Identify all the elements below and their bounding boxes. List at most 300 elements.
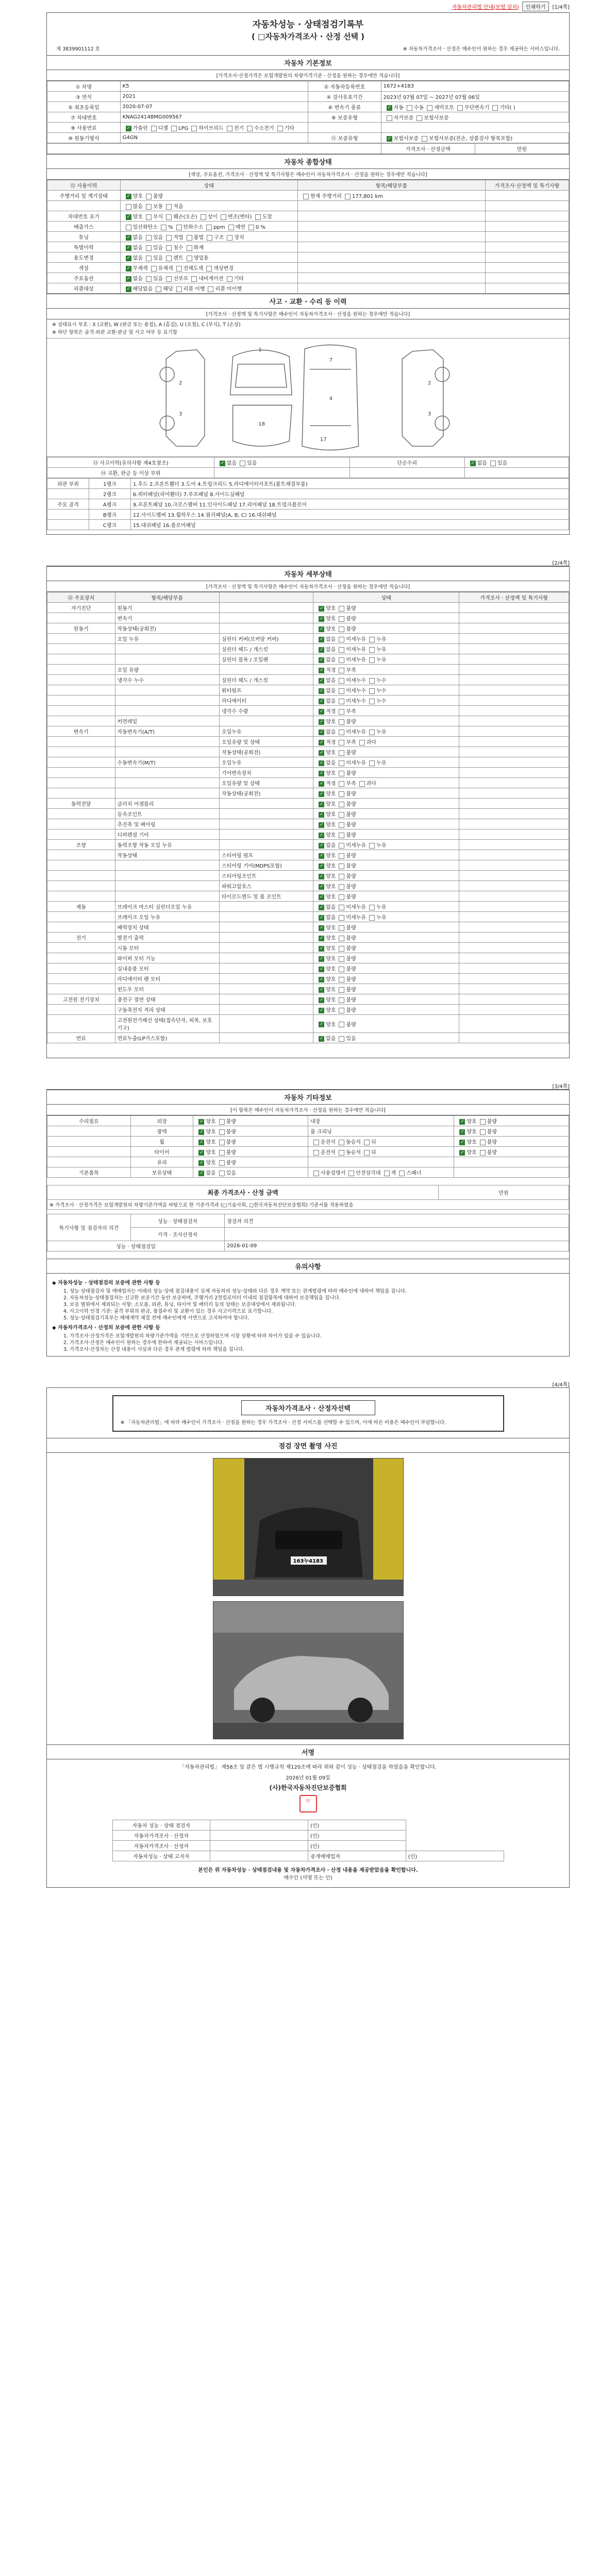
checkbox[interactable] xyxy=(191,276,197,282)
checkbox[interactable] xyxy=(255,214,261,220)
checkbox[interactable] xyxy=(339,1150,344,1156)
detail-row-cell xyxy=(47,706,115,716)
checkbox[interactable] xyxy=(219,1171,225,1176)
state-row-cell xyxy=(486,283,569,294)
checkbox[interactable] xyxy=(198,1171,204,1176)
checkbox[interactable] xyxy=(146,256,152,261)
checkbox[interactable] xyxy=(369,730,375,735)
checkbox[interactable] xyxy=(126,266,131,272)
other-row xyxy=(47,1157,569,1167)
signer-row-cell: 중개매매업자 xyxy=(308,1851,406,1861)
state-row-cell xyxy=(486,201,569,211)
checkbox[interactable] xyxy=(369,915,375,921)
checkbox[interactable] xyxy=(319,1022,324,1027)
checkbox[interactable] xyxy=(146,235,152,241)
checkbox[interactable] xyxy=(319,843,324,849)
checkbox[interactable] xyxy=(161,225,167,230)
checkbox[interactable] xyxy=(319,781,324,787)
checkbox[interactable] xyxy=(126,256,131,261)
checkbox[interactable] xyxy=(369,678,375,684)
other-row-cell xyxy=(47,1157,131,1167)
checkbox[interactable] xyxy=(319,905,324,910)
checkbox[interactable] xyxy=(176,225,182,230)
checkbox[interactable] xyxy=(339,781,344,787)
checkbox[interactable] xyxy=(319,688,324,694)
state-row-cell xyxy=(297,222,485,232)
checkbox[interactable] xyxy=(339,699,344,704)
checkbox-label: 양호 xyxy=(467,1150,477,1156)
checkbox[interactable] xyxy=(387,115,392,121)
checkbox-label: 미세누유 xyxy=(346,760,367,766)
check-date-label: 성능 · 상태점검일 xyxy=(47,1241,225,1251)
checkbox[interactable] xyxy=(219,1129,225,1135)
checkbox[interactable] xyxy=(313,1171,319,1176)
detail-row-cell xyxy=(313,737,459,747)
checkbox[interactable] xyxy=(219,1150,225,1156)
checkbox[interactable] xyxy=(198,1150,204,1156)
checkbox[interactable] xyxy=(319,606,324,612)
state-row-cell: 차대번호 표기 xyxy=(47,211,121,222)
detail-row xyxy=(47,933,569,943)
checkbox[interactable] xyxy=(339,647,344,653)
checkbox[interactable] xyxy=(146,245,152,251)
checkbox[interactable] xyxy=(319,987,324,993)
checkbox[interactable] xyxy=(220,461,225,466)
checkbox[interactable] xyxy=(422,136,427,142)
checkbox[interactable] xyxy=(359,740,365,745)
checkbox-label: 양호 xyxy=(326,606,336,612)
checkbox[interactable] xyxy=(319,936,324,941)
checkbox[interactable] xyxy=(339,606,344,612)
doc-note: ※ 자동차가격조사 · 산정은 매수인이 원하는 경우 제공하는 서비스입니다. xyxy=(403,46,560,52)
checkbox-label: 미세누유 xyxy=(346,637,367,642)
checkbox[interactable] xyxy=(319,626,324,632)
detail-row-cell: 작동상태(공회전) xyxy=(115,623,219,634)
checkbox[interactable] xyxy=(339,977,344,982)
checkbox[interactable] xyxy=(480,1140,486,1145)
checkbox[interactable] xyxy=(126,204,131,210)
checkbox[interactable] xyxy=(146,276,152,282)
parts-row-cell: 외판 부위 xyxy=(47,479,89,489)
checkbox-label: 없음 xyxy=(132,235,143,241)
checkbox[interactable] xyxy=(126,245,131,251)
license-plate: 163누4183 xyxy=(293,1558,323,1564)
detail-row-cell: 등속조인트 xyxy=(115,809,219,819)
detail-row-cell xyxy=(459,716,569,726)
checkbox[interactable] xyxy=(126,214,131,220)
checkbox[interactable] xyxy=(319,915,324,921)
checkbox[interactable] xyxy=(387,136,392,142)
checkbox[interactable] xyxy=(198,1160,204,1166)
state-row-cell xyxy=(297,211,485,222)
checkbox[interactable] xyxy=(198,1140,204,1145)
checkbox[interactable] xyxy=(319,977,324,982)
signer-row xyxy=(112,1831,504,1841)
checkbox-label: 0 % xyxy=(255,225,265,230)
checkbox[interactable] xyxy=(151,126,157,131)
checkbox[interactable] xyxy=(219,1160,225,1166)
checkbox[interactable] xyxy=(339,668,344,673)
checkbox[interactable] xyxy=(399,1171,405,1176)
checkbox[interactable] xyxy=(228,225,234,230)
checkbox[interactable] xyxy=(319,853,324,859)
checkbox[interactable] xyxy=(319,668,324,673)
detail-row-cell: 작동상태(공회전) xyxy=(219,788,313,799)
checkbox[interactable] xyxy=(187,245,192,251)
checkbox[interactable] xyxy=(359,781,365,787)
signer-row-cell: (인) xyxy=(308,1831,406,1841)
checkbox[interactable] xyxy=(339,730,344,735)
checkbox[interactable] xyxy=(339,1008,344,1013)
checkbox[interactable] xyxy=(339,1140,344,1145)
checkbox[interactable] xyxy=(339,894,344,900)
checkbox[interactable] xyxy=(206,225,212,230)
checkbox-label: 불량 xyxy=(346,833,356,838)
checkbox[interactable] xyxy=(339,833,344,838)
checkbox[interactable] xyxy=(319,1008,324,1013)
checkbox[interactable] xyxy=(339,637,344,642)
checkbox[interactable] xyxy=(319,637,324,642)
detail-row-cell xyxy=(313,788,459,799)
checkbox[interactable] xyxy=(339,905,344,910)
checkbox[interactable] xyxy=(156,286,161,292)
checkbox[interactable] xyxy=(313,1150,319,1156)
page-3 xyxy=(46,1089,570,1357)
checkbox[interactable] xyxy=(369,699,375,704)
checkbox[interactable] xyxy=(201,214,206,220)
checkbox[interactable] xyxy=(166,256,172,261)
detail-row xyxy=(47,850,569,860)
checkbox[interactable] xyxy=(319,616,324,622)
checkbox[interactable] xyxy=(221,214,226,220)
checkbox-label: 불량 xyxy=(346,1022,356,1028)
checkbox[interactable] xyxy=(339,760,344,766)
detail-row xyxy=(47,922,569,933)
checkbox[interactable] xyxy=(457,105,463,111)
checkbox[interactable] xyxy=(339,822,344,828)
checkbox[interactable] xyxy=(339,657,344,663)
checkbox[interactable] xyxy=(166,276,172,282)
detail-row-cell xyxy=(115,737,219,747)
detail-row-cell xyxy=(313,654,459,665)
checkbox[interactable] xyxy=(247,126,253,131)
checkbox[interactable] xyxy=(319,740,324,745)
car-diagram-svg xyxy=(47,338,569,456)
checkbox-label: 가솔린 xyxy=(132,126,148,131)
checkbox[interactable] xyxy=(166,245,172,251)
checkbox[interactable] xyxy=(339,997,344,1003)
checkbox[interactable] xyxy=(319,956,324,962)
basic-row xyxy=(47,133,569,143)
detail-row-cell xyxy=(47,716,115,726)
checkbox[interactable] xyxy=(339,843,344,849)
checkbox-label: 없음 xyxy=(132,245,143,251)
state-row xyxy=(47,273,569,283)
checkbox[interactable] xyxy=(187,235,192,241)
checkbox[interactable] xyxy=(339,791,344,797)
checkbox[interactable] xyxy=(339,740,344,745)
checkbox-label: 양호 xyxy=(326,616,336,622)
checkbox[interactable] xyxy=(319,760,324,766)
basic-row-cell xyxy=(381,112,569,123)
detail-row-cell xyxy=(313,757,459,768)
checkbox[interactable] xyxy=(339,709,344,715)
checkbox[interactable] xyxy=(339,967,344,972)
checkbox[interactable] xyxy=(176,286,182,292)
accident-title: 사고 · 교환 · 수리 등 이력 xyxy=(47,294,569,309)
checkbox[interactable] xyxy=(369,843,375,849)
parts-table xyxy=(47,478,569,530)
signer-row-cell xyxy=(210,1820,308,1831)
other-table xyxy=(47,1115,569,1178)
checkbox[interactable] xyxy=(319,874,324,879)
detail-row-cell: 디퍼렌셜 기어 xyxy=(115,829,219,840)
checkbox[interactable] xyxy=(339,1036,344,1042)
checkbox[interactable] xyxy=(198,1119,204,1125)
checkbox[interactable] xyxy=(369,905,375,910)
checkbox[interactable] xyxy=(345,194,351,199)
checkbox[interactable] xyxy=(319,730,324,735)
checkbox[interactable] xyxy=(459,1119,465,1125)
checkbox[interactable] xyxy=(126,276,131,282)
checkbox[interactable] xyxy=(339,956,344,962)
checkbox[interactable] xyxy=(407,105,412,111)
checkbox[interactable] xyxy=(227,126,232,131)
checkbox[interactable] xyxy=(313,1140,319,1145)
checkbox-label: 뒤 xyxy=(371,1140,376,1145)
state-row-cell xyxy=(297,242,485,252)
state-row-cell xyxy=(120,191,297,201)
detail-row-cell: 오일 누유 xyxy=(115,634,219,644)
basic-row-cell xyxy=(381,133,569,143)
checkbox-label: 불량 xyxy=(487,1150,497,1156)
checkbox[interactable] xyxy=(146,214,152,220)
sign-org: (사)한국자동차진단보증협회 xyxy=(269,1784,347,1791)
checkbox[interactable] xyxy=(339,678,344,684)
checkbox[interactable] xyxy=(219,1119,225,1125)
perf-label: 성능 · 상태점검자 xyxy=(130,1214,224,1228)
other-row xyxy=(47,1147,569,1157)
detail-row-cell xyxy=(47,963,115,974)
detail-row-cell xyxy=(47,788,115,799)
checkbox[interactable] xyxy=(480,1129,486,1135)
detail-row-cell xyxy=(47,860,115,871)
checkbox[interactable] xyxy=(319,719,324,725)
checkbox[interactable] xyxy=(126,126,131,131)
checkbox[interactable] xyxy=(459,1140,465,1145)
checkbox[interactable] xyxy=(339,884,344,890)
checkbox[interactable] xyxy=(198,1129,204,1135)
detail-row-cell: 파워고압호스 xyxy=(219,881,313,891)
detail-row-cell xyxy=(313,768,459,778)
checkbox[interactable] xyxy=(319,657,324,663)
checkbox[interactable] xyxy=(227,235,232,241)
checkbox[interactable] xyxy=(219,1140,225,1145)
detail-row-cell xyxy=(459,943,569,953)
detail-row-cell xyxy=(459,840,569,850)
detail-row-cell xyxy=(313,840,459,850)
state-row-cell xyxy=(120,273,297,283)
detail-row-cell xyxy=(47,1015,115,1033)
detail-row-cell xyxy=(313,696,459,706)
detail-row-cell xyxy=(313,902,459,912)
checkbox[interactable] xyxy=(126,225,131,230)
checkbox[interactable] xyxy=(319,709,324,715)
checkbox[interactable] xyxy=(339,915,344,921)
detail-row-cell xyxy=(219,819,313,829)
checkbox[interactable] xyxy=(459,1129,465,1135)
detail-row-cell: 배력장치 상태 xyxy=(115,922,219,933)
checkbox[interactable] xyxy=(207,235,212,241)
checkbox[interactable] xyxy=(417,115,422,121)
checkbox-label: 양호 xyxy=(326,719,336,725)
checkbox-label: 누유 xyxy=(376,915,387,921)
checkbox[interactable] xyxy=(339,946,344,952)
checkbox[interactable] xyxy=(126,235,131,241)
checkbox-label: 없음 xyxy=(326,647,336,653)
state-row-cell xyxy=(297,273,485,283)
checkbox-label: 적정 xyxy=(326,781,336,787)
checkbox[interactable] xyxy=(492,105,498,111)
detail-row-cell xyxy=(313,726,459,737)
checkbox[interactable] xyxy=(319,750,324,756)
detail-row-cell: 라디에이터 xyxy=(219,696,313,706)
state-row-cell xyxy=(120,263,297,273)
checkbox[interactable] xyxy=(319,791,324,797)
checkbox[interactable] xyxy=(387,105,392,111)
checkbox[interactable] xyxy=(480,1150,486,1156)
other-row-cell: 보유상태 xyxy=(130,1167,193,1178)
caution-item: 5. 성능·상태점검기록부는 매매계약 체결 전에 매수인에게 서면으로 고지하여야 합니다. xyxy=(63,1315,249,1321)
checkbox[interactable] xyxy=(339,802,344,807)
law-link[interactable]: 자동차관리법 안내(보험 설치) xyxy=(452,4,519,10)
checkbox[interactable] xyxy=(369,647,375,653)
checkbox[interactable] xyxy=(319,1036,324,1042)
checkbox[interactable] xyxy=(369,657,375,663)
other-row-cell xyxy=(193,1126,308,1137)
checkbox[interactable] xyxy=(339,987,344,993)
checkbox[interactable] xyxy=(319,925,324,931)
checkbox[interactable] xyxy=(319,812,324,818)
page-2 xyxy=(46,566,570,1058)
detail-row-cell xyxy=(313,675,459,685)
checkbox[interactable] xyxy=(303,194,309,199)
detail-row-cell xyxy=(459,933,569,943)
state-row-cell xyxy=(120,201,297,211)
checkbox[interactable] xyxy=(470,461,476,466)
checkbox[interactable] xyxy=(240,461,245,466)
checkbox[interactable] xyxy=(166,235,172,241)
checkbox-label: 미세누유 xyxy=(346,657,367,663)
checkbox[interactable] xyxy=(369,637,375,642)
checkbox[interactable] xyxy=(339,616,344,622)
checkbox-label: ppm xyxy=(213,225,225,230)
checkbox[interactable] xyxy=(208,286,213,292)
checkbox[interactable] xyxy=(319,833,324,838)
checkbox[interactable] xyxy=(319,771,324,776)
checkbox[interactable] xyxy=(187,256,192,261)
checkbox[interactable] xyxy=(277,126,283,131)
checkbox[interactable] xyxy=(384,1171,390,1176)
checkbox[interactable] xyxy=(166,214,172,220)
checkbox[interactable] xyxy=(319,997,324,1003)
checkbox[interactable] xyxy=(339,936,344,941)
checkbox[interactable] xyxy=(319,678,324,684)
checkbox-label: 불량 xyxy=(346,884,356,890)
checkbox[interactable] xyxy=(151,266,157,272)
checkbox[interactable] xyxy=(339,688,344,694)
checkbox[interactable] xyxy=(319,699,324,704)
checkbox-label: 동승석 xyxy=(345,1150,361,1156)
checkbox[interactable] xyxy=(339,750,344,756)
checkbox-label: 없음 xyxy=(326,637,336,642)
checkbox[interactable] xyxy=(364,1140,370,1145)
checkbox[interactable] xyxy=(369,688,375,694)
checkbox[interactable] xyxy=(126,194,131,199)
checkbox[interactable] xyxy=(319,884,324,890)
detail-row-cell: 작동상태(공회전) xyxy=(219,747,313,757)
checkbox[interactable] xyxy=(339,874,344,879)
svg-text:4: 4 xyxy=(329,396,333,402)
checkbox[interactable] xyxy=(319,894,324,900)
checkbox[interactable] xyxy=(319,946,324,952)
checkbox[interactable] xyxy=(166,204,172,210)
checkbox[interactable] xyxy=(227,276,232,282)
checkbox[interactable] xyxy=(319,822,324,828)
checkbox[interactable] xyxy=(339,925,344,931)
detail-title: 자동차 세부상태 xyxy=(47,566,569,581)
checkbox[interactable] xyxy=(176,266,182,272)
checkbox[interactable] xyxy=(369,760,375,766)
checkbox[interactable] xyxy=(339,853,344,859)
checkbox[interactable] xyxy=(339,626,344,632)
checkbox[interactable] xyxy=(126,286,131,292)
checkbox[interactable] xyxy=(191,126,197,131)
checkbox[interactable] xyxy=(248,225,254,230)
checkbox[interactable] xyxy=(459,1150,465,1156)
checkbox[interactable] xyxy=(364,1150,370,1156)
checkbox[interactable] xyxy=(490,461,496,466)
checkbox[interactable] xyxy=(319,863,324,869)
checkbox[interactable] xyxy=(427,105,432,111)
detail-row-cell: 자동변속기(A/T) xyxy=(115,726,219,737)
checkbox[interactable] xyxy=(339,719,344,725)
detail-row-cell xyxy=(219,984,313,994)
checkbox[interactable] xyxy=(339,1022,344,1027)
caution-item: 1. 가격조사·산정가격은 보험개발원의 차량기준가액을 기반으로 산정하였으며 시장 상황에 따라 차이가 있을 수 있습니다. xyxy=(63,1333,322,1339)
basic-row xyxy=(47,112,569,123)
checkbox[interactable] xyxy=(146,194,152,199)
checkbox[interactable] xyxy=(480,1119,486,1125)
checkbox[interactable] xyxy=(146,204,152,210)
state-row-cell xyxy=(120,211,297,222)
checkbox[interactable] xyxy=(339,771,344,776)
checkbox[interactable] xyxy=(319,802,324,807)
checkbox[interactable] xyxy=(339,812,344,818)
checkbox[interactable] xyxy=(348,1171,354,1176)
checkbox[interactable] xyxy=(319,647,324,653)
checkbox-label: 누수 xyxy=(376,688,387,694)
detail-row-cell xyxy=(47,644,115,654)
checkbox[interactable] xyxy=(339,863,344,869)
checkbox[interactable] xyxy=(171,126,177,131)
print-button[interactable]: 인쇄하기 xyxy=(522,2,550,11)
checkbox[interactable] xyxy=(206,266,212,272)
opinion-table xyxy=(47,1214,569,1251)
checkbox-label: 양호 xyxy=(326,1008,336,1013)
checkbox[interactable] xyxy=(319,967,324,972)
detail-row-cell: 라디에이터 팬 모터 xyxy=(115,974,219,984)
